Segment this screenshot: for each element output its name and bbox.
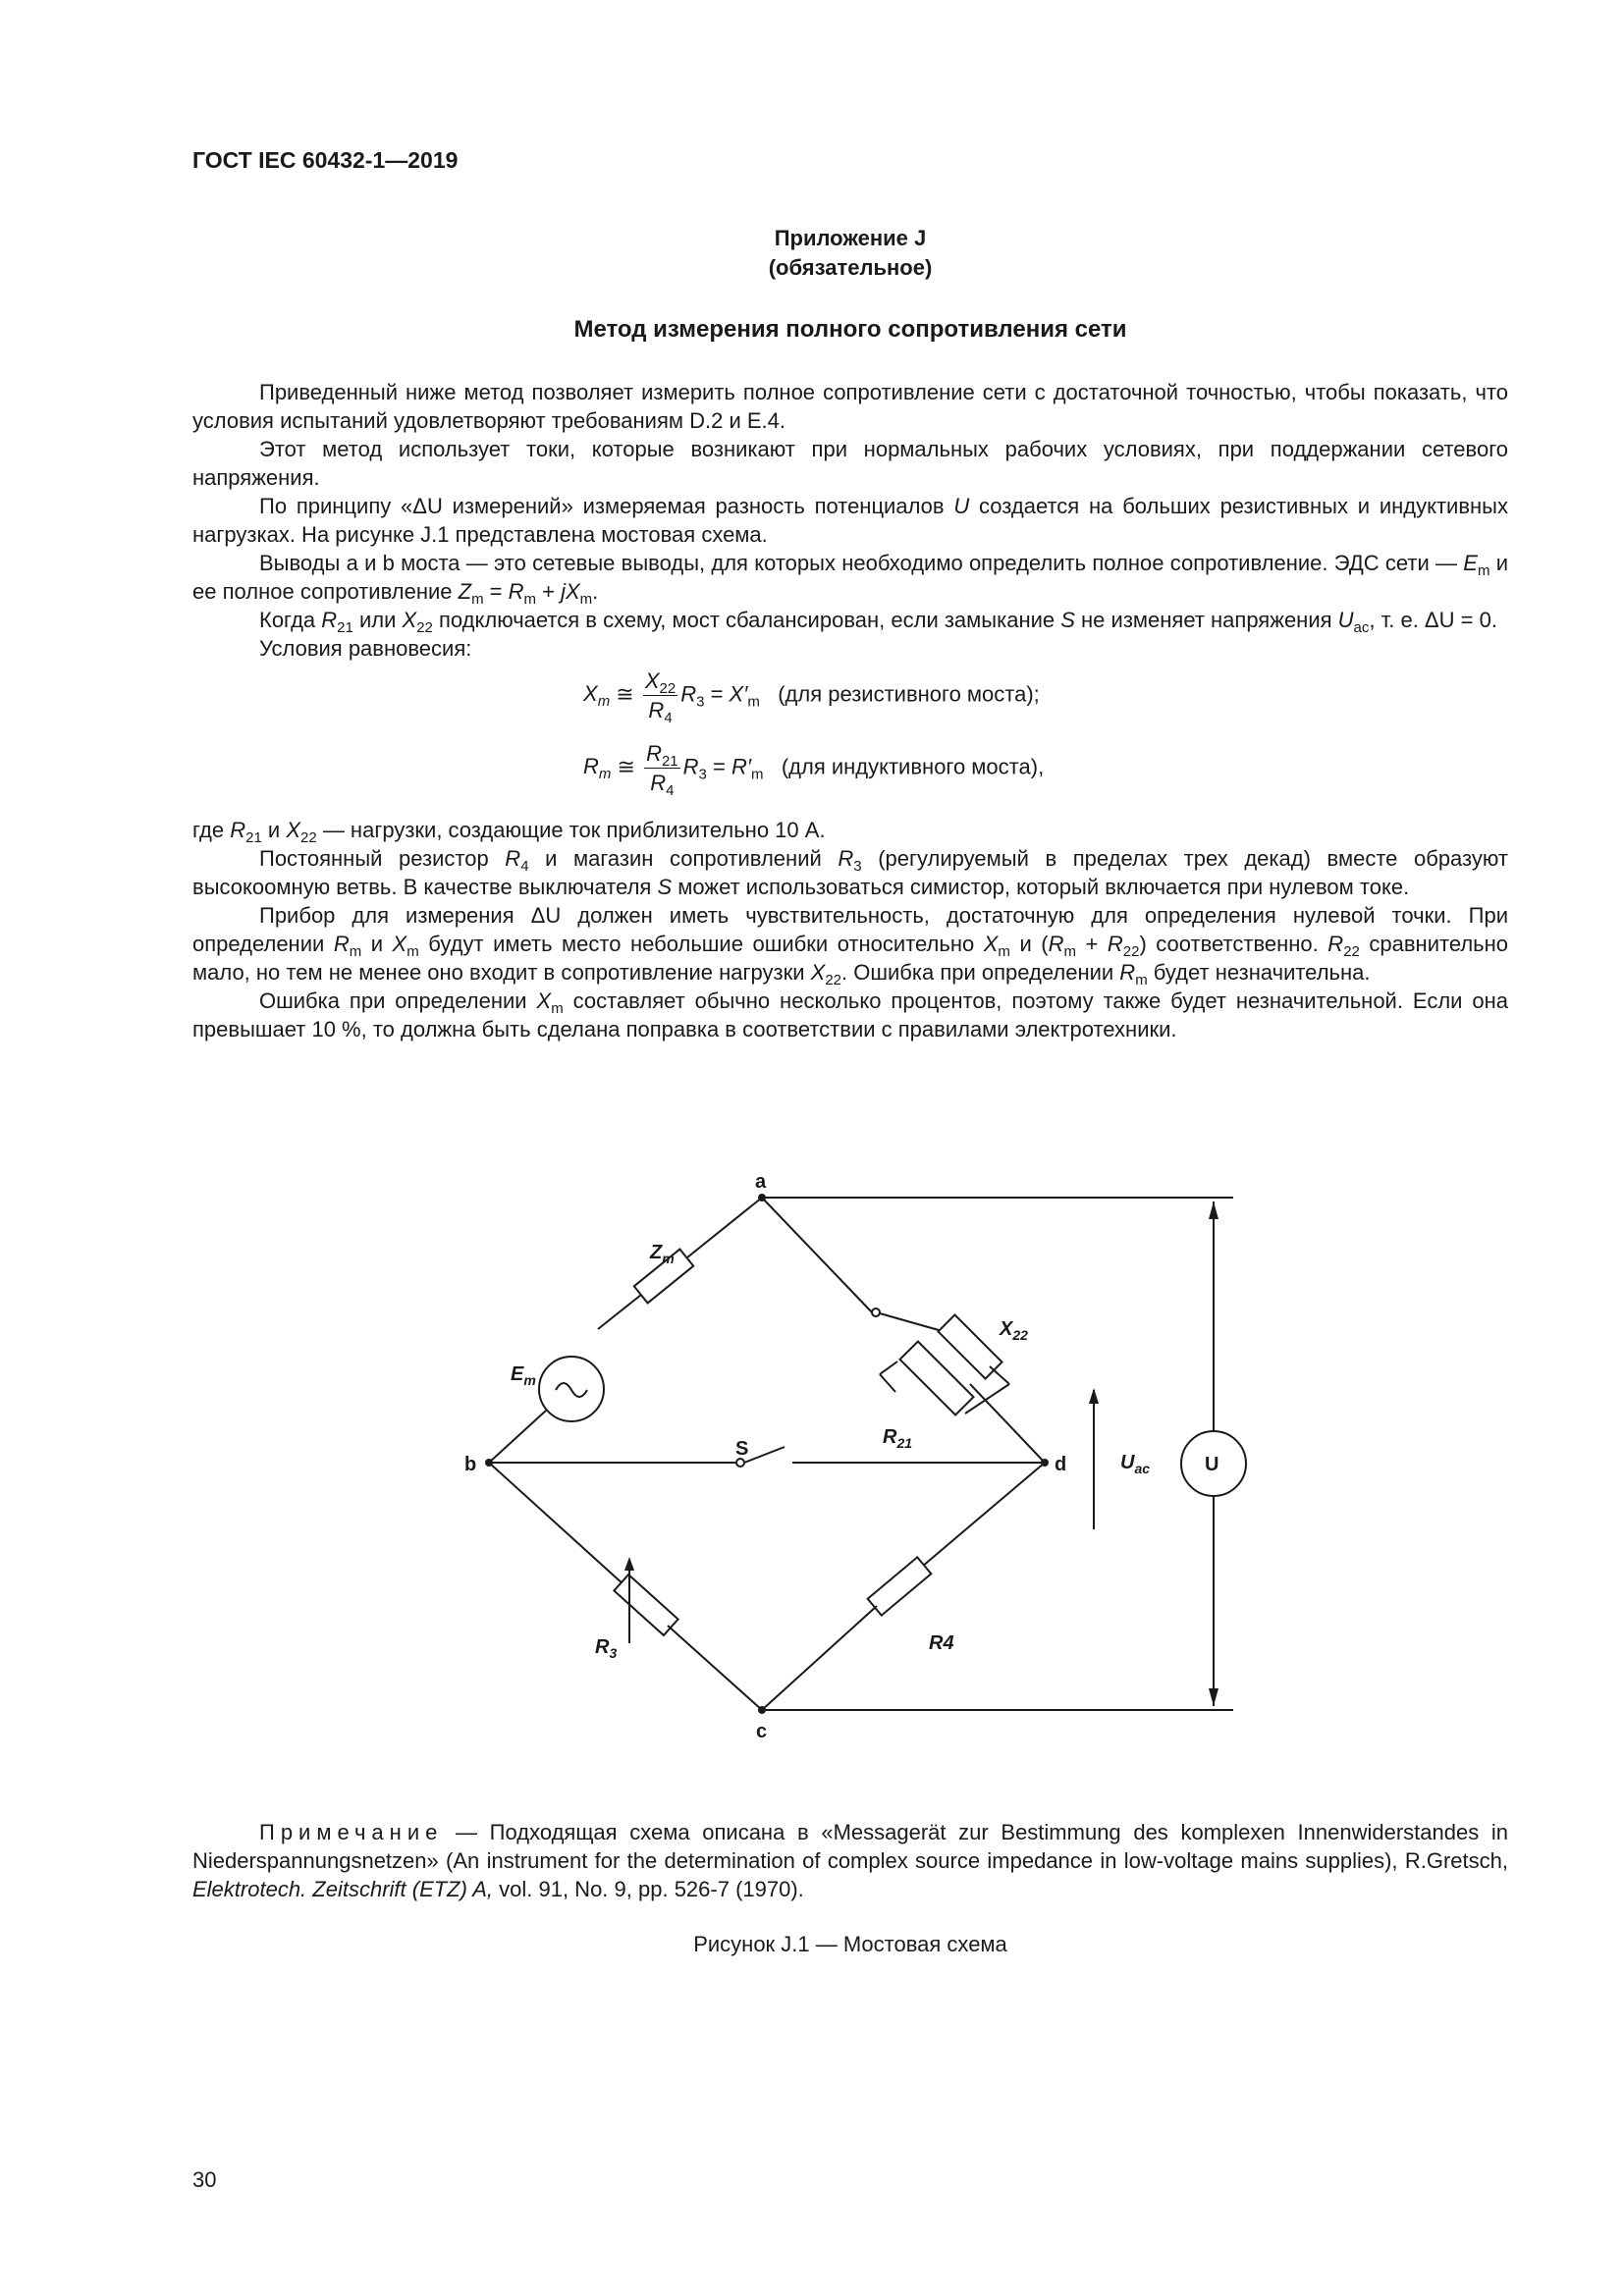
document-header: ГОСТ IEC 60432-1—2019 [192, 147, 459, 173]
wire-a-zm [687, 1198, 762, 1257]
label-x22: $X_{22}$ [1000, 1318, 1028, 1343]
arrow-head-top [1209, 1201, 1218, 1219]
wire-r21-junction [990, 1366, 1009, 1384]
body-text [192, 378, 1508, 1043]
paragraph-7: где $R_{21}$ и $X_{22}$ — нагрузки, создающие ток приблизительно 10 А. [192, 818, 826, 846]
paragraph-3: По принципу «ΔU измерений» измеряемая разность потенциалов U создается на больших резистивных и индуктивных нагрузках. На рисунке J.1 представлена мостовая схема. [192, 494, 1508, 547]
bridge-circuit-diagram [192, 1168, 1312, 1806]
x22-switch-blade [880, 1313, 939, 1330]
appendix-title: Приложение J [774, 226, 927, 250]
label-a: a [755, 1171, 767, 1193]
note-label: Примечание [259, 1820, 444, 1844]
uac-arrow-head [1089, 1388, 1099, 1404]
page-number: 30 [192, 2167, 217, 2192]
paragraph-5: Когда $R_{21}$ или $X_{22}$ подключается в схему, мост сбалансирован, если замыкание S не изменяет напряжения $U_{ac}$, т. е. ΔU = 0. [259, 608, 1497, 636]
label-em: $E_m$ [511, 1363, 536, 1388]
section-heading: Метод измерения полного сопротивления сети [573, 316, 1127, 343]
wire-d-r4 [922, 1463, 1045, 1567]
label-s: S [735, 1438, 749, 1460]
label-uac: $U_{ac}$ [1120, 1452, 1151, 1476]
appendix-status: (обязательное) [768, 255, 933, 280]
label-d: d [1055, 1454, 1067, 1475]
r21-lead-2 [880, 1374, 895, 1392]
wire-r4-c [762, 1606, 877, 1710]
r3-arrow-head [624, 1557, 634, 1571]
node-a [758, 1194, 766, 1201]
label-u: U [1205, 1454, 1219, 1475]
formula-resistive: $X_m$ ≅ $\frac{X_{22}}{R_4}$ $R_3 = X'_m$ (для резистивного моста); [583, 668, 1040, 726]
node-d [1041, 1459, 1049, 1467]
figure-caption: Рисунок J.1 — Мостовая схема [693, 1932, 1007, 1956]
wire-em-b [489, 1411, 546, 1463]
paragraph-8: Постоянный резистор $R_4$ и магазин сопротивлений $R_3$ (регулируемый в пределах трех декад) вместе образуют высокоомную ветвь. В качестве выключателя S может использоваться симистор, который включается при нулевом токе. [192, 846, 1508, 899]
wire-zm-em [598, 1295, 641, 1329]
wire-r3-c [668, 1626, 762, 1710]
arrow-head-bottom [1209, 1688, 1218, 1706]
r21-lead [880, 1362, 897, 1374]
wire-b-r3 [489, 1463, 624, 1585]
node-b [485, 1459, 493, 1467]
paragraph-4: Выводы a и b моста — это сетевые выводы, для которых необходимо определить полное сопротивление. ЭДС сети — $E_m$ и ее полное сопротивление $Z_m = R_m + jX_m$. [192, 551, 1508, 608]
label-c: c [756, 1721, 768, 1742]
label-zm: $Z_m$ [650, 1242, 675, 1266]
wire-to-d [970, 1384, 1045, 1463]
paragraph-10: Ошибка при определении $X_m$ составляет обычно несколько процентов, поэтому также будет незначительной. Если она превышает 10 %, то должна быть сделана поправка в соответствии с правилами электротехники. [192, 988, 1508, 1041]
paragraph-1: Приведенный ниже метод позволяет измерить полное сопротивление сети с достаточной точностью, чтобы показать, что условия испытаний удовлетворяют требованиям D.2 и E.4. [192, 380, 1508, 433]
switch-s-blade [744, 1447, 785, 1463]
label-r21: $R_{21}$ [883, 1426, 913, 1451]
formula-inductive: $R_m$ ≅ $\frac{R_{21}}{R_4}$ $R_3 = R'_m$ (для индуктивного моста), [583, 741, 1045, 799]
paragraph-6: Условия равновесия: [259, 636, 472, 661]
paragraph-2: Этот метод использует токи, которые возникают при нормальных рабочих условиях, при поддержании сетевого напряжения. [192, 437, 1508, 490]
label-r4: R4 [929, 1632, 954, 1654]
label-b: b [464, 1454, 477, 1475]
label-r3: $R_3$ [595, 1636, 618, 1661]
x22-switch-contact [872, 1308, 880, 1316]
wire-a-switch [762, 1198, 874, 1314]
switch-s-contact [736, 1459, 744, 1467]
figure-note: Примечание — Подходящая схема описана в «Messagerät zur Bestimmung des komplexen Innenwiderstandes in Niederspannungsnetzen» (An instrument for the determination of complex source impedance in low-voltage mains supplies), R.Gretsch, Elektrotech. Zeitschrift (ETZ) A, vol. 91, No. 9, pp. 526-7 (1970). [192, 1820, 1508, 1901]
paragraph-9: Прибор для измерения ΔU должен иметь чувствительность, достаточную для определения нулевой точки. При определении $R_m$ и $X_m$ будут иметь место небольшие ошибки относительно $X_m$ и $(R_m + R_{22})$ соответственно. $R_{22}$ сравнительно мало, но тем не менее оно входит в сопротивление нагрузки $X_{22}$. Ошибка при определении $R_m$ будет незначительна. [192, 903, 1509, 988]
node-c [758, 1706, 766, 1714]
